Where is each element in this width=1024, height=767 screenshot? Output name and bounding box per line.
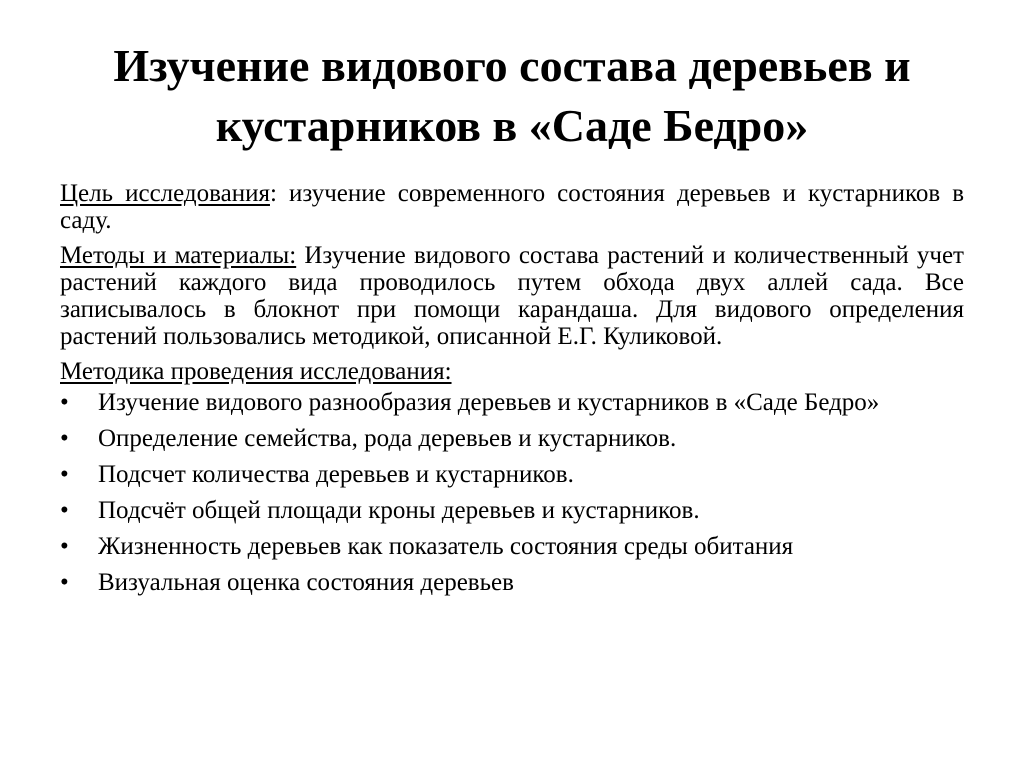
list-item [60,569,964,596]
bullet-icon: • [60,533,69,560]
list-item [60,461,964,488]
list-item-text: Определение семейства, рода деревьев и кустарников. [98,425,677,452]
title-line-1: Изучение видового состава деревьев и [113,40,911,91]
list-item-text: Жизненность деревьев как показатель состояния среды обитания [98,533,794,560]
list-item-text: Визуальная оценка состояния деревьев [98,569,514,596]
list-item [60,497,964,524]
list-item [60,389,964,416]
bullet-icon: • [60,425,69,452]
title-line-2: кустарников в «Саде Бедро» [215,100,809,151]
goal-label: Цель исследования [60,180,270,207]
bullet-icon: • [60,461,69,488]
list-item-text: Изучение видового разнообразия деревьев и кустарников в «Саде Бедро» [98,389,880,416]
bullet-icon: • [60,569,69,596]
procedure-heading [60,358,964,385]
bullet-icon: • [60,497,69,524]
methods-paragraph [60,242,964,350]
goal-text: : изучение современного состояния деревьев и кустарников в саду. [60,180,965,234]
slide-title [40,36,984,156]
procedure-label: Методика проведения исследования: [60,358,452,385]
slide-content [60,180,964,605]
bullet-icon: • [60,389,69,416]
list-item-text: Подсчёт общей площади кроны деревьев и кустарников. [98,497,700,524]
procedure-list [60,389,964,596]
list-item-text: Подсчет количества деревьев и кустарников. [98,461,574,488]
goal-paragraph [60,180,964,234]
methods-text: Изучение видового состава растений и количественный учет растений каждого вида проводилось путем обхода двух аллей сада. Все записывалось в блокнот при помощи карандаша. Для видового определения растений пользовались методикой, описанной Е.Г. Куликовой. [60,242,964,350]
list-item [60,425,964,452]
methods-label: Методы и материалы: [60,242,297,269]
list-item [60,533,964,560]
